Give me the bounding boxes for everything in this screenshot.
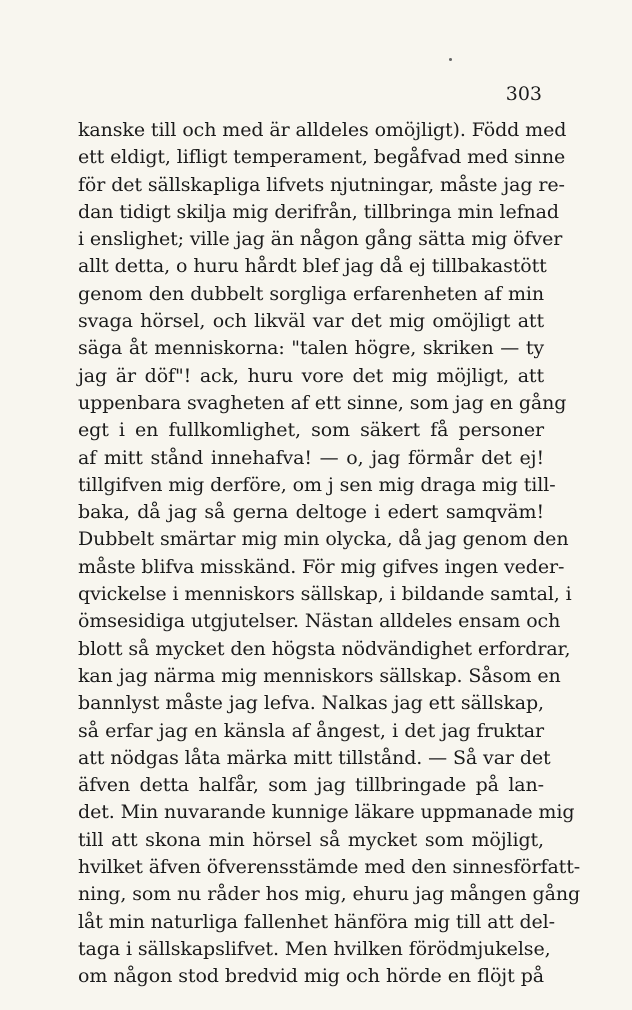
text-line: bannlyst måste jag lefva. Nalkas jag ett sällskap, — [78, 692, 544, 715]
text-line: till att skona min hörsel så mycket som möjligt, — [78, 828, 544, 851]
text-line: uppenbara svagheten af ett sinne, som jag en gång — [78, 391, 567, 414]
text-line: genom den dubbelt sorgliga erfarenheten af min — [78, 282, 544, 305]
text-line: säga åt menniskorna: "talen högre, skriken — ty — [78, 337, 544, 360]
text-line: ömsesidiga utgjutelser. Nästan alldeles ensam och — [78, 610, 561, 633]
text-line: af mitt stånd innehafva! — o, jag förmår det ej! — [78, 446, 544, 469]
text-line: tillgifven mig derföre, om j sen mig draga mig till- — [78, 473, 556, 496]
text-line: i enslighet; ville jag än någon gång sätta mig öfver — [78, 228, 563, 251]
text-line: egt i en fullkomlighet, som säkert få personer — [78, 419, 544, 442]
text-line: dan tidigt skilja mig derifrån, tillbringa min lefnad — [78, 200, 559, 223]
text-line: det. Min nuvarande kunnige läkare uppmanade mig — [78, 801, 575, 824]
text-line: qvickelse i menniskors sällskap, i bildande samtal, i — [78, 583, 572, 606]
text-line: blott så mycket den högsta nödvändighet erfordrar, — [78, 637, 571, 660]
text-line: att nödgas låta märka mitt tillstånd. — Så var det — [78, 746, 551, 769]
text-line: för det sällskapliga lifvets njutningar, måste jag re- — [78, 173, 565, 196]
text-line: kan jag närma mig menniskors sällskap. Såsom en — [78, 664, 561, 687]
text-line: äfven detta halfår, som jag tillbringade på lan- — [78, 774, 544, 797]
text-line: ett eldigt, lifligt temperament, begåfvad med sinne — [78, 146, 566, 169]
text-line: måste blifva misskänd. För mig gifves ingen veder- — [78, 555, 565, 578]
body-text — [78, 117, 581, 991]
text-line: hvilket äfven öfverensstämde med den sinnesförfatt- — [78, 856, 581, 879]
text-line: allt detta, o huru hårdt blef jag då ej tillbakastött — [78, 255, 547, 278]
page-number: 303 — [505, 83, 542, 105]
text-line: kanske till och med är alldeles omöjligt). Född med — [78, 119, 567, 141]
text-line: ning, som nu råder hos mig, ehuru jag mången gång — [78, 883, 581, 906]
text-line: så erfar jag en känsla af ångest, i det jag fruktar — [78, 719, 544, 742]
text-line: om någon stod bredvid mig och hörde en flöjt på — [78, 965, 544, 988]
paper-speck — [449, 58, 452, 61]
text-line: svaga hörsel, och likväl var det mig omöjligt att — [78, 310, 544, 333]
text-line: låt min naturliga fallenhet hänföra mig till att del- — [78, 910, 555, 933]
text-line: jag är döf"! ack, huru vore det mig möjligt, att — [78, 364, 544, 387]
text-line: taga i sällskapslifvet. Men hvilken förödmjukelse, — [78, 937, 551, 960]
text-line: baka, då jag så gerna deltoge i edert samqväm! — [78, 501, 544, 524]
text-line: Dubbelt smärtar mig min olycka, då jag genom den — [78, 528, 569, 551]
